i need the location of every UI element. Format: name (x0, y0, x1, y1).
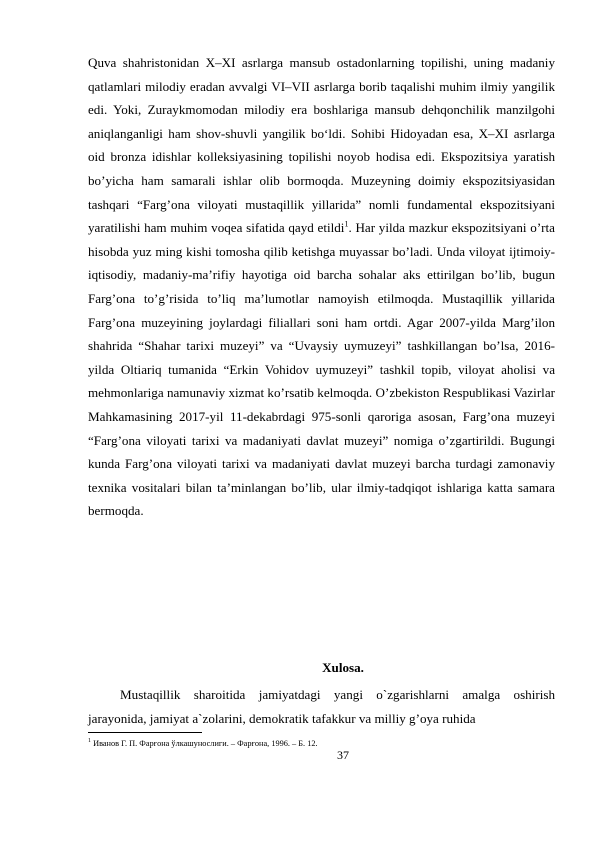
footnote-divider (88, 732, 202, 733)
conclusion-paragraph: Mustaqillik sharoitida jamiyatdagi yangi o`zgarishlarni amalga oshirish jarayonida, jamiyat a`zolarini, demokratik tafakkur va milliy g’oya ruhida (88, 687, 555, 726)
footnote-marker: 1 (88, 738, 91, 744)
conclusion-heading: Xulosa. (322, 660, 364, 675)
main-paragraph-continuation: . Har yilda mazkur ekspozitsiyani o’rta hisobda yuz ming kishi tomosha qilib ketishga muyassar bo’ladi. Unda viloyat ijtimoiy-iqtisodiy, madaniy-ma’rifiy hayotiga oid barcha sohalar aks ettirilgan bo’lib, bugun Farg’ona to’g’risida to’liq ma’lumotlar namoyish etilmoqda. Mustaqillik yillarida Farg’ona muzeyining joylardagi filiallari soni ham ortdi. Agar 2007-yilda Marg’ilon shahrida “Shahar tarixi muzeyi” va “Uvaysiy uymuzeyi” tashkillangan bo’lsa, 2016-yilda Oltiariq tumanida “Erkin Vohidov uymuzeyi” tashkil topib, viloyat aholisi va mehmonlariga namunaviy xizmat ko’rsatib kelmoqda. O’zbekiston Respublikasi Vazirlar Mahkamasining 2017-yil 11-dekabrdagi 975-sonli qaroriga asosan, Farg’ona muzeyi “Farg’ona viloyati tarixi va madaniyati davlat muzeyi” nomiga o’zgartirildi. Bugungi kunda Farg’ona viloyati tarixi va madaniyati davlat muzeyi barcha turdagi zamonaviy texnika vositalari bilan ta’minlangan bo’lib, ular ilmiy-tadqiqot ishlariga katta samara bermoqda. (88, 220, 555, 519)
main-paragraph-text: Quva shahristonidan X–XI asrlarga mansub ostadonlarning topilishi, uning madaniy qatlamlari milodiy eradan avvalgi VI–VII asrlarga borib taqalishi muhim ilmiy yangilik edi. Yoki, Zuraykmomodan milodiy era boshlariga mansub dehqonchilik manzilgohi aniqlanganligi ham shov-shuvli yangilik bo‘ldi. Sohibi Hidoyadan esa, X–XI asrlarga oid bronza idishlar kolleksiyasining topilishi noyob hodisa edi. Ekspozitsiya yaratish bo’yicha ham samarali ishlar olib bormoqda. Muzeyning doimiy ekspozitsiyasidan tashqari “Farg’ona viloyati mustaqillik yillarida” nomli fundamental ekspozitsiyani yaratilishi ham muhim voqea sifatida qayd etildi (88, 55, 555, 236)
page-number: 37 (337, 748, 349, 762)
main-paragraph (88, 51, 555, 523)
footnote-text: Иванов Г. П. Фарғона ўлкашунослиги. – Фарғона, 1996. – Б. 12. (91, 738, 318, 748)
footnote-reference[interactable]: 1 (344, 219, 349, 229)
footnote (88, 736, 555, 749)
